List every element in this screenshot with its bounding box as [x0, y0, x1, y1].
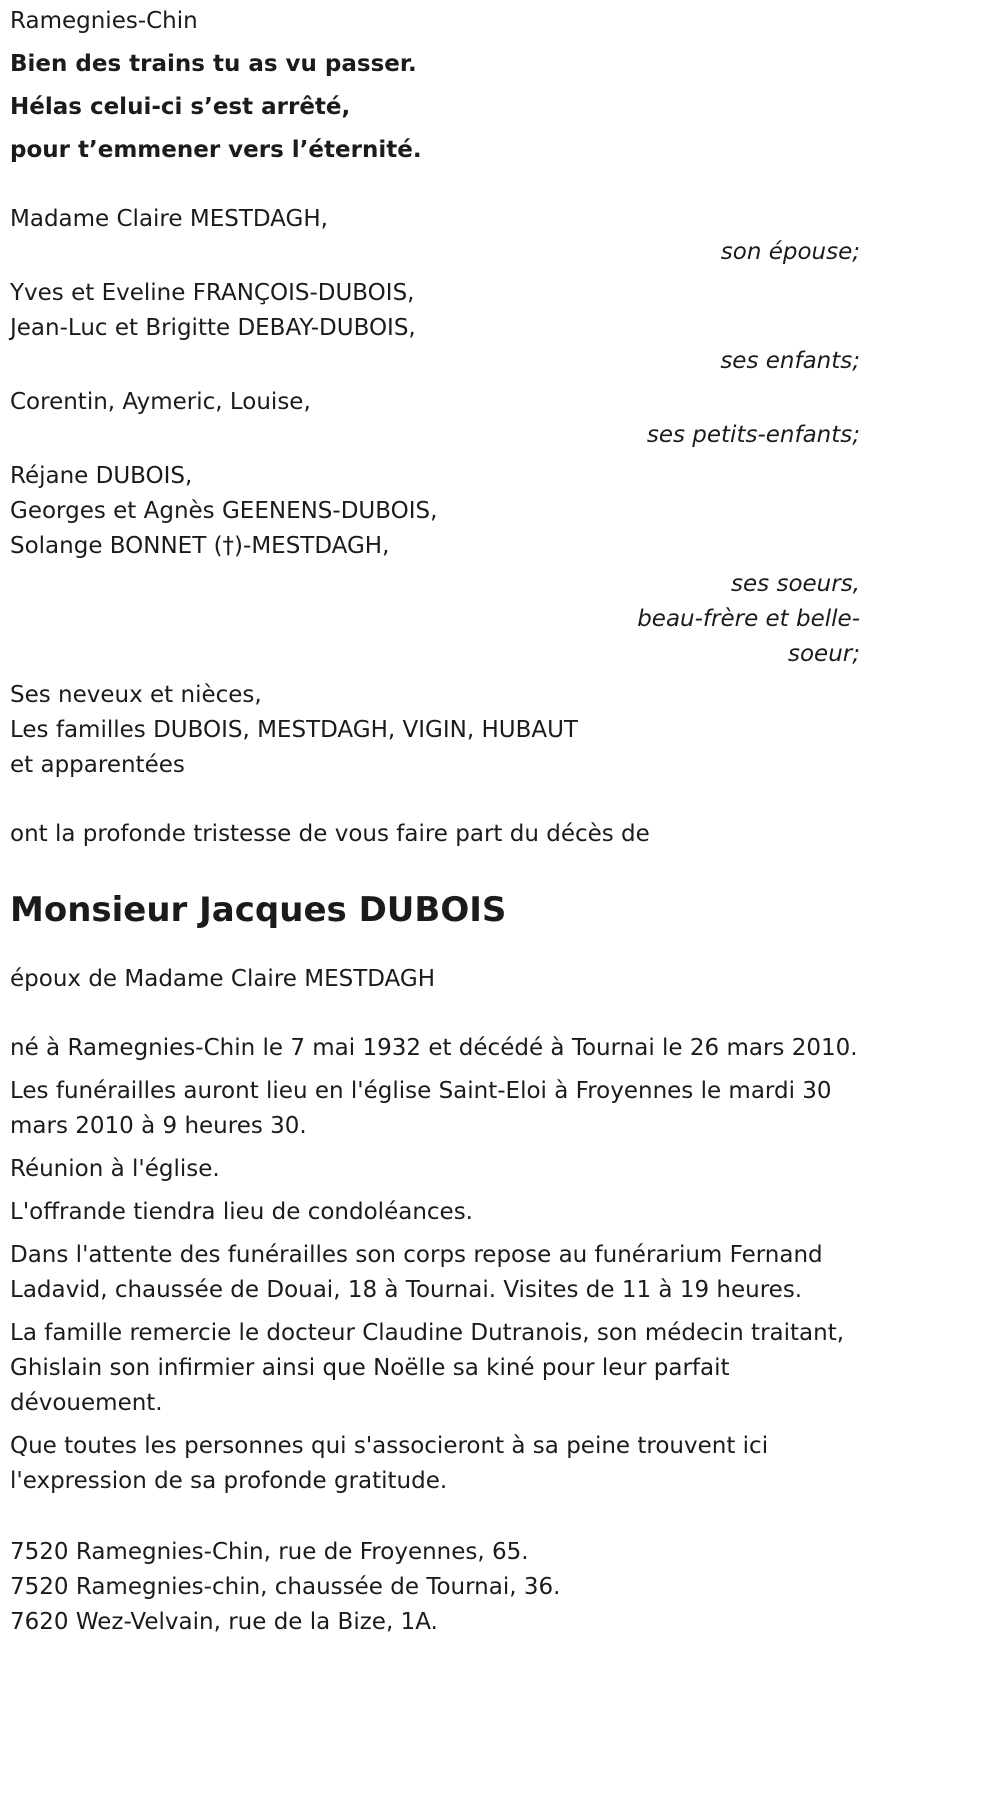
family-siblings	[10, 459, 860, 672]
family-name: Georges et Agnès GEENENS-DUBOIS,	[10, 498, 438, 524]
family-name: Réjane DUBOIS,	[10, 463, 193, 489]
family-name: Solange BONNET (†)-MESTDAGH,	[10, 533, 390, 559]
relation-label	[10, 567, 860, 672]
family-name: Corentin, Aymeric, Louise,	[10, 389, 311, 415]
family-name: Madame Claire MESTDAGH,	[10, 206, 328, 232]
offering-paragraph: L'offrande tiendra lieu de condoléances.	[10, 1199, 473, 1225]
relation-label: ses petits-enfants;	[646, 422, 860, 448]
deceased-name: Monsieur Jacques DUBOIS	[10, 890, 507, 930]
relation-label: ses enfants;	[720, 348, 860, 374]
address-line: 7620 Wez-Velvain, rue de la Bize, 1A.	[10, 1609, 438, 1635]
relation-label: son épouse;	[720, 239, 860, 265]
verse-line: Bien des trains tu as vu passer.	[10, 51, 417, 77]
funeral-paragraph: Les funérailles auront lieu en l'église Saint-Eloi à Froyennes le mardi 30 mars 2010 à 9 heures 30.	[10, 1078, 832, 1139]
address-block	[10, 1535, 860, 1640]
family-name: Jean-Luc et Brigitte DEBAY-DUBOIS,	[10, 315, 416, 341]
verse-line: Hélas celui-ci s’est arrêté,	[10, 94, 351, 120]
town-heading: Ramegnies-Chin	[10, 8, 198, 34]
verse-line: pour t’emmener vers l’éternité.	[10, 137, 422, 163]
family-others	[10, 678, 860, 783]
verse-block	[10, 47, 860, 168]
family-name: et apparentées	[10, 752, 185, 778]
family-grandchildren	[10, 385, 860, 453]
address-line: 7520 Ramegnies-Chin, rue de Froyennes, 65.	[10, 1539, 529, 1565]
gathering-paragraph: Réunion à l'église.	[10, 1156, 220, 1182]
family-spouse	[10, 202, 860, 270]
family-name: Les familles DUBOIS, MESTDAGH, VIGIN, HUBAUT	[10, 717, 578, 743]
relation-line: beau-frère et belle-	[637, 606, 860, 632]
family-name: Ses neveux et nièces,	[10, 682, 262, 708]
address-line: 7520 Ramegnies-chin, chaussée de Tournai, 36.	[10, 1574, 561, 1600]
family-name: Yves et Eveline FRANÇOIS-DUBOIS,	[10, 280, 415, 306]
spouse-of: époux de Madame Claire MESTDAGH	[10, 966, 436, 992]
thanks-paragraph: La famille remercie le docteur Claudine Dutranois, son médecin traitant, Ghislain son infirmier ainsi que Noëlle sa kiné pour leur parfait dévouement.	[10, 1320, 845, 1416]
gratitude-paragraph: Que toutes les personnes qui s'associeront à sa peine trouvent ici l'expression de sa profonde gratitude.	[10, 1433, 769, 1494]
announcement: ont la profonde tristesse de vous faire part du décès de	[10, 821, 650, 847]
family-children	[10, 276, 860, 379]
relation-line: ses soeurs,	[731, 571, 860, 597]
funerarium-paragraph: Dans l'attente des funérailles son corps repose au funérarium Fernand Ladavid, chaussée de Douai, 18 à Tournai. Visites de 11 à 19 heures.	[10, 1242, 823, 1303]
birth-death-paragraph: né à Ramegnies-Chin le 7 mai 1932 et décédé à Tournai le 26 mars 2010.	[10, 1035, 858, 1061]
relation-line: soeur;	[788, 641, 860, 667]
